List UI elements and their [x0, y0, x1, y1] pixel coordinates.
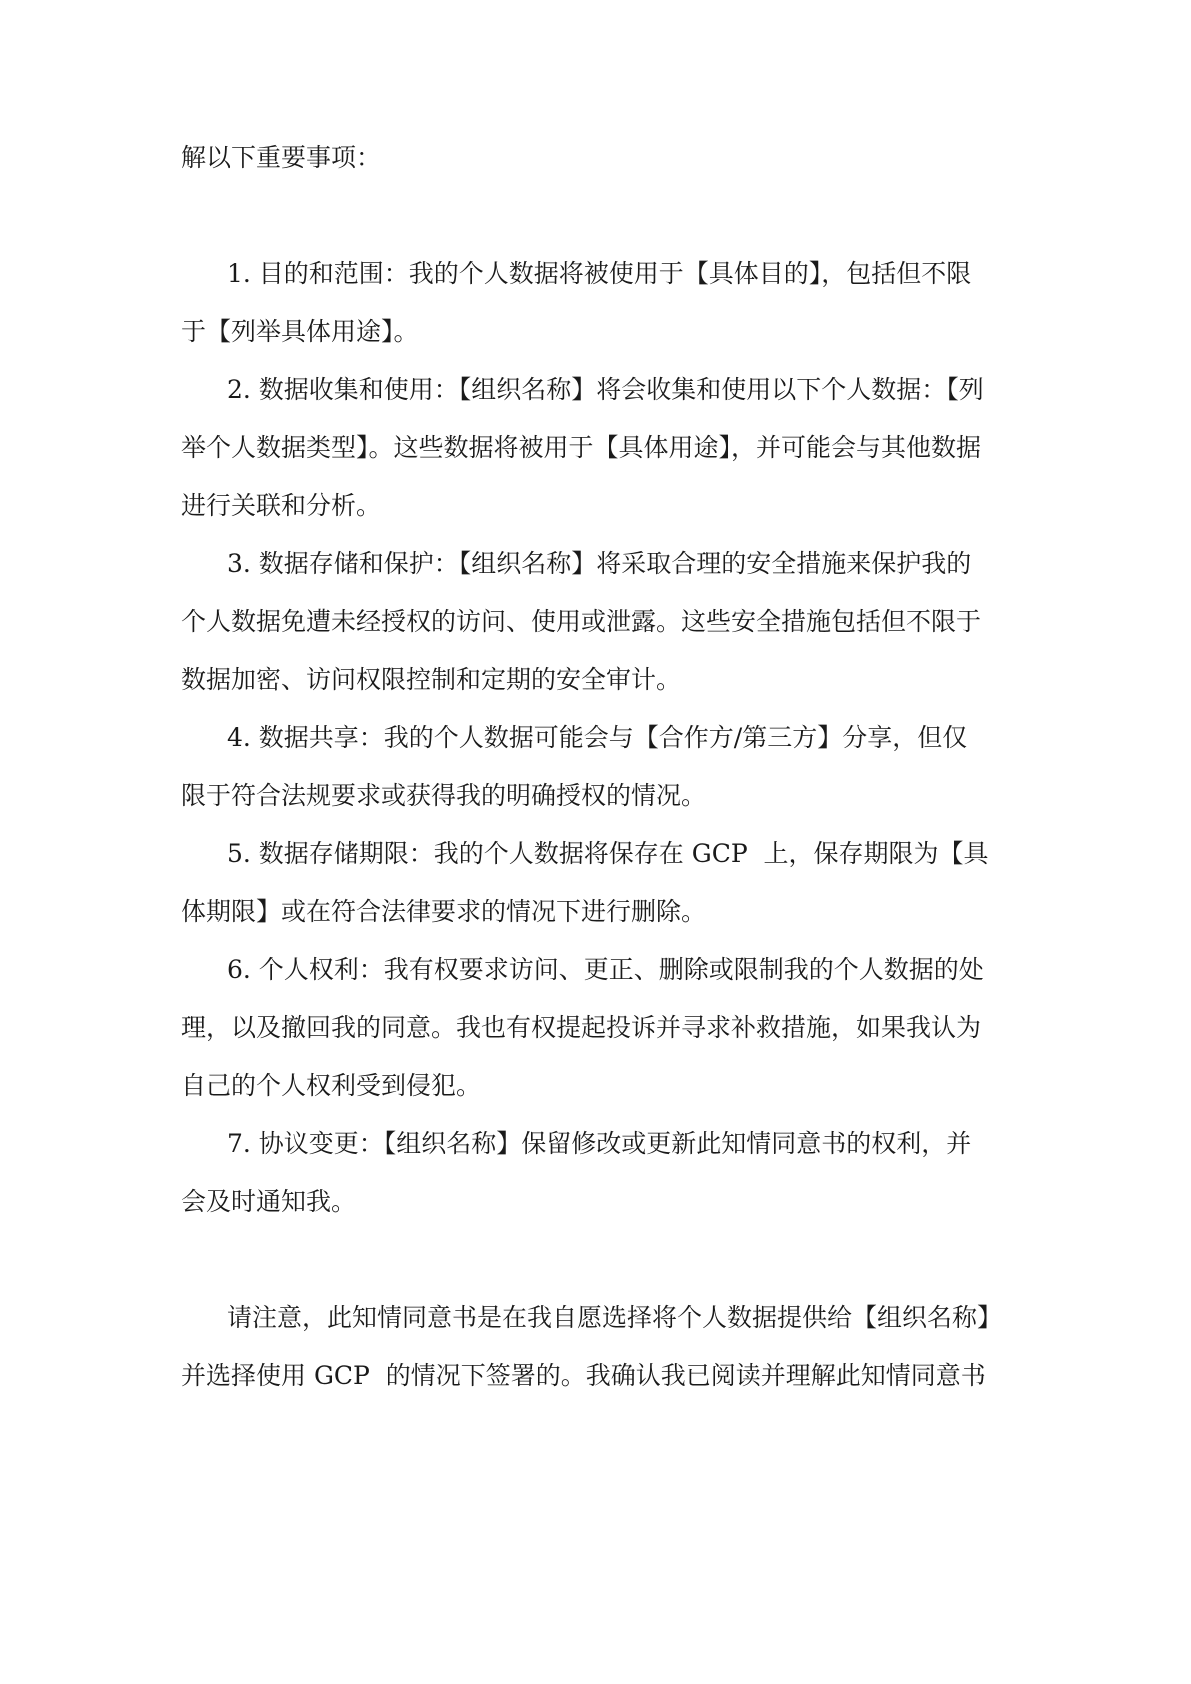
- item-5-line-2: 体期限】或在符合法律要求的情况下进行删除。: [181, 897, 707, 926]
- intro-line: 解以下重要事项：: [181, 143, 382, 172]
- item-1-line-1: 1. 目的和范围：我的个人数据将被使用于【具体目的】，包括但不限: [227, 259, 972, 288]
- item-7-line-2: 会及时通知我。: [181, 1187, 357, 1216]
- notice-line-2: 并选择使用 GCP 的情况下签署的。我确认我已阅读并理解此知情同意书: [181, 1361, 986, 1390]
- item-3-line-3: 数据加密、访问权限控制和定期的安全审计。: [181, 665, 682, 694]
- item-2-line-1: 2. 数据收集和使用：【组织名称】将会收集和使用以下个人数据：【列: [227, 375, 984, 404]
- item-6-line-3: 自己的个人权利受到侵犯。: [181, 1071, 482, 1100]
- item-5-line-1: 5. 数据存储期限：我的个人数据将保存在 GCP 上，保存期限为【具: [227, 839, 989, 868]
- item-7-line-1: 7. 协议变更：【组织名称】保留修改或更新此知情同意书的权利，并: [227, 1129, 972, 1158]
- item-4-line-1: 4. 数据共享：我的个人数据可能会与【合作方/第三方】分享，但仅: [227, 723, 968, 752]
- item-4-line-2: 限于符合法规要求或获得我的明确授权的情况。: [181, 781, 707, 810]
- item-3-line-1: 3. 数据存储和保护：【组织名称】将采取合理的安全措施来保护我的: [227, 549, 972, 578]
- item-3-line-2: 个人数据免遭未经授权的访问、使用或泄露。这些安全措施包括但不限于: [181, 607, 982, 636]
- item-2-line-2: 举个人数据类型】。这些数据将被用于【具体用途】，并可能会与其他数据: [181, 433, 982, 462]
- item-6-line-2: 理，以及撤回我的同意。我也有权提起投诉并寻求补救措施，如果我认为: [181, 1013, 982, 1042]
- notice-line-1: 请注意，此知情同意书是在我自愿选择将个人数据提供给【组织名称】: [227, 1303, 1003, 1332]
- item-6-line-1: 6. 个人权利：我有权要求访问、更正、删除或限制我的个人数据的处: [227, 955, 984, 984]
- item-1-line-2: 于【列举具体用途】。: [181, 317, 419, 346]
- item-2-line-3: 进行关联和分析。: [181, 491, 382, 520]
